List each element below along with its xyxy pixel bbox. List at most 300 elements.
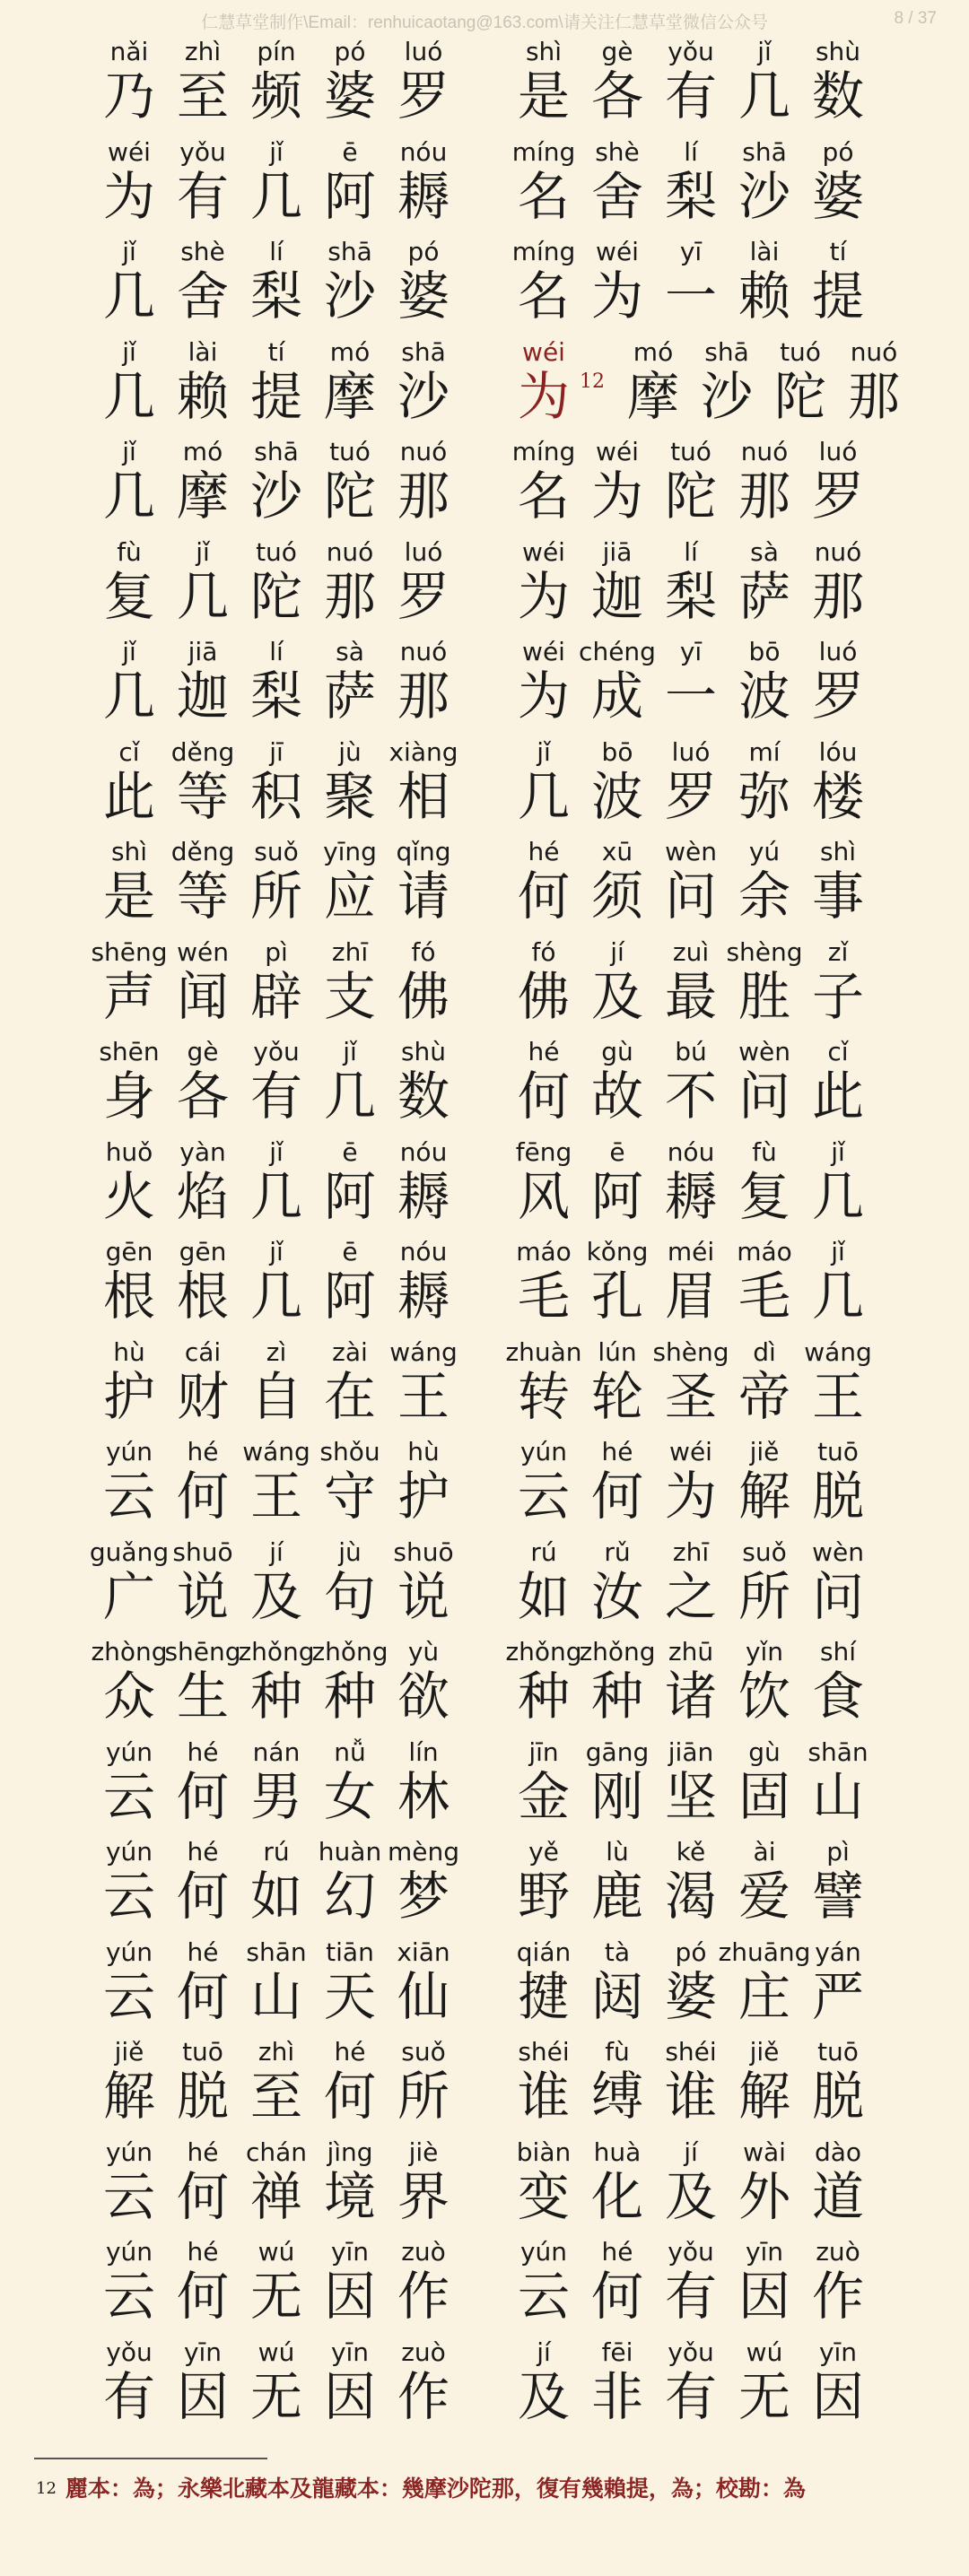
pinyin: jù bbox=[338, 1536, 362, 1567]
pinyin: děng bbox=[170, 736, 235, 767]
character-cell bbox=[804, 1138, 872, 1226]
footnote-divider bbox=[34, 2458, 267, 2459]
hanzi: 风 bbox=[517, 1165, 570, 1227]
hanzi: 聚 bbox=[323, 765, 376, 827]
hanzi: 此 bbox=[102, 765, 155, 827]
pinyin: lù bbox=[606, 1837, 629, 1867]
hanzi: 作 bbox=[397, 2365, 450, 2427]
character-cell bbox=[804, 138, 872, 226]
character-cell bbox=[804, 238, 872, 326]
hanzi: 有 bbox=[249, 1066, 302, 1127]
pinyin: shéi bbox=[518, 2037, 570, 2067]
pinyin: gè bbox=[187, 1037, 219, 1066]
hanzi: 婆 bbox=[397, 265, 450, 326]
pinyin: lí bbox=[684, 136, 698, 167]
pinyin: wèn bbox=[812, 1536, 864, 1567]
pinyin: cǐ bbox=[118, 736, 140, 767]
pinyin: yún bbox=[105, 1437, 153, 1466]
hanzi: 胜 bbox=[738, 965, 790, 1027]
pinyin: wèn bbox=[738, 1037, 790, 1066]
pinyin: rǔ bbox=[604, 1536, 631, 1567]
hanzi: 男 bbox=[249, 1765, 302, 1827]
pinyin: nán bbox=[252, 1736, 301, 1767]
hanzi: 脱 bbox=[811, 1466, 864, 1527]
pinyin: shè bbox=[180, 237, 225, 266]
hanzi: 那 bbox=[397, 466, 450, 527]
hanzi: 无 bbox=[738, 2365, 790, 2427]
hanzi: 须 bbox=[590, 866, 643, 927]
hanzi: 护 bbox=[397, 1466, 450, 1527]
pinyin: jiě bbox=[114, 2037, 144, 2067]
pinyin: ài bbox=[753, 1837, 776, 1867]
pinyin: yǒu bbox=[668, 2237, 714, 2267]
hanzi: 之 bbox=[664, 1565, 717, 1627]
hanzi: 所 bbox=[397, 2066, 450, 2127]
hanzi: 频 bbox=[249, 65, 302, 126]
hanzi: 山 bbox=[811, 1765, 864, 1827]
hanzi: 迦 bbox=[590, 565, 643, 627]
pinyin: nuó bbox=[740, 437, 789, 466]
pinyin: hé bbox=[187, 1437, 219, 1466]
footnote-number: 12 bbox=[36, 2479, 57, 2498]
pinyin: shā bbox=[704, 336, 749, 367]
hanzi: 如 bbox=[249, 1866, 302, 1927]
hanzi: 此 bbox=[811, 1066, 864, 1127]
pinyin: hé bbox=[187, 1736, 219, 1767]
pinyin: mó bbox=[329, 336, 371, 367]
pinyin: hé bbox=[187, 1837, 219, 1867]
pinyin: yù bbox=[407, 1637, 440, 1667]
character-cell bbox=[804, 1338, 872, 1426]
character-cell bbox=[804, 2238, 872, 2326]
hanzi: 生 bbox=[176, 1666, 229, 1727]
pinyin: yún bbox=[105, 1736, 153, 1767]
pinyin: pó bbox=[334, 37, 366, 66]
hanzi: 因 bbox=[811, 2365, 864, 2427]
character-cell bbox=[804, 2138, 872, 2226]
character-cell bbox=[389, 2338, 458, 2426]
pinyin: sà bbox=[750, 536, 779, 567]
pinyin: yī bbox=[679, 237, 703, 266]
pinyin: nuó bbox=[326, 536, 374, 567]
pinyin: máo bbox=[516, 1237, 572, 1266]
hanzi: 提 bbox=[249, 365, 302, 427]
pinyin: fēng bbox=[515, 1136, 572, 1167]
pinyin: pì bbox=[826, 1837, 850, 1867]
pinyin: zuò bbox=[401, 2237, 446, 2267]
hanzi: 眉 bbox=[664, 1266, 717, 1327]
pinyin: hù bbox=[407, 1437, 440, 1466]
hanzi: 几 bbox=[176, 565, 229, 627]
pinyin: xiān bbox=[397, 1936, 450, 1967]
pinyin: jiān bbox=[668, 1736, 714, 1767]
pinyin: zuì bbox=[672, 936, 710, 967]
hanzi: 如 bbox=[517, 1565, 570, 1627]
pinyin: ē bbox=[342, 1136, 358, 1167]
hanzi: 何 bbox=[176, 1765, 229, 1827]
pinyin: rú bbox=[263, 1837, 290, 1867]
pinyin: jìng bbox=[327, 2137, 373, 2167]
hanzi: 是 bbox=[517, 65, 570, 126]
hanzi: 陀 bbox=[323, 466, 376, 527]
pinyin: jiě bbox=[749, 2037, 780, 2067]
character-cell bbox=[804, 2038, 872, 2126]
pinyin: qián bbox=[516, 1936, 572, 1967]
pinyin: nǚ bbox=[334, 1736, 366, 1767]
hanzi: 坚 bbox=[664, 1765, 717, 1827]
character-cell bbox=[389, 1138, 458, 1226]
hanzi: 刚 bbox=[590, 1765, 643, 1827]
hanzi: 支 bbox=[323, 965, 376, 1027]
pinyin: shā bbox=[742, 136, 787, 167]
hanzi: 何 bbox=[517, 1066, 570, 1127]
hanzi: 欲 bbox=[397, 1666, 450, 1727]
hanzi: 无 bbox=[249, 2365, 302, 2427]
pinyin: shā bbox=[254, 437, 299, 466]
pinyin: gè bbox=[601, 37, 633, 66]
hanzi: 自 bbox=[249, 1365, 302, 1427]
hanzi: 种 bbox=[590, 1666, 643, 1727]
pinyin: shéi bbox=[665, 2037, 717, 2067]
pinyin: dì bbox=[753, 1336, 776, 1367]
character-cell bbox=[389, 1338, 458, 1426]
pinyin: ē bbox=[609, 1136, 625, 1167]
pinyin: yīn bbox=[745, 2237, 784, 2267]
pinyin: zuò bbox=[816, 2237, 860, 2267]
hanzi: 有 bbox=[664, 2365, 717, 2427]
pinyin: shān bbox=[246, 1936, 307, 1967]
character-cell bbox=[804, 938, 872, 1026]
hanzi: 波 bbox=[738, 666, 790, 727]
hanzi: 云 bbox=[102, 2266, 155, 2327]
hanzi: 根 bbox=[176, 1266, 229, 1327]
pinyin: tuó bbox=[780, 336, 821, 367]
pinyin: gù bbox=[601, 1037, 633, 1066]
character-cell bbox=[389, 1638, 458, 1726]
hanzi: 沙 bbox=[249, 466, 302, 527]
pinyin: fù bbox=[752, 1136, 777, 1167]
hanzi: 梨 bbox=[249, 666, 302, 727]
hanzi: 罗 bbox=[397, 565, 450, 627]
character-cell bbox=[389, 38, 458, 126]
hanzi: 摩 bbox=[176, 466, 229, 527]
pinyin: nǎi bbox=[109, 37, 149, 66]
character-cell bbox=[389, 1738, 458, 1826]
hanzi: 是 bbox=[102, 866, 155, 927]
pinyin: shí bbox=[819, 1637, 857, 1667]
pinyin: zhì bbox=[258, 2037, 295, 2067]
hanzi: 梨 bbox=[249, 265, 302, 326]
character-cell bbox=[804, 2338, 872, 2426]
hanzi: 种 bbox=[517, 1666, 570, 1727]
pinyin: chéng bbox=[579, 637, 656, 666]
pinyin: hé bbox=[187, 2237, 219, 2267]
pinyin: shì bbox=[110, 837, 148, 866]
hanzi: 舍 bbox=[590, 165, 643, 227]
hanzi: 最 bbox=[664, 965, 717, 1027]
character-cell bbox=[389, 138, 458, 226]
pinyin: hé bbox=[334, 2037, 366, 2067]
pinyin: gù bbox=[748, 1736, 781, 1767]
pinyin: lín bbox=[408, 1736, 439, 1767]
pinyin: mó bbox=[182, 437, 223, 466]
pinyin: dào bbox=[814, 2137, 862, 2167]
pinyin: yàn bbox=[179, 1136, 226, 1167]
hanzi: 众 bbox=[102, 1666, 155, 1727]
hanzi: 何 bbox=[517, 866, 570, 927]
character-cell bbox=[804, 1938, 872, 2026]
pinyin: jǐ bbox=[831, 1237, 845, 1266]
hanzi: 相 bbox=[397, 765, 450, 827]
pinyin: yún bbox=[105, 1837, 153, 1867]
hanzi: 缚 bbox=[590, 2066, 643, 2127]
hanzi: 至 bbox=[249, 2066, 302, 2127]
hanzi: 天 bbox=[323, 1965, 376, 2027]
hanzi: 那 bbox=[811, 565, 864, 627]
footnote-reference: 12 bbox=[580, 370, 605, 393]
hanzi: 及 bbox=[517, 2365, 570, 2427]
hanzi: 子 bbox=[811, 965, 864, 1027]
hanzi: 因 bbox=[738, 2266, 790, 2327]
character-cell bbox=[804, 38, 872, 126]
hanzi: 各 bbox=[176, 1066, 229, 1127]
hanzi: 等 bbox=[176, 866, 229, 927]
pinyin: yīng bbox=[323, 837, 377, 866]
hanzi: 婆 bbox=[323, 65, 376, 126]
hanzi: 何 bbox=[176, 2266, 229, 2327]
hanzi: 一 bbox=[664, 265, 717, 326]
hanzi: 禅 bbox=[249, 2165, 302, 2227]
pinyin: nuó bbox=[399, 637, 448, 666]
hanzi: 耨 bbox=[397, 1266, 450, 1327]
character-cell bbox=[510, 338, 578, 426]
hanzi: 提 bbox=[811, 265, 864, 326]
hanzi: 为 bbox=[664, 1466, 717, 1527]
hanzi: 何 bbox=[176, 2165, 229, 2227]
pinyin: wú bbox=[258, 2337, 295, 2367]
hanzi: 火 bbox=[102, 1165, 155, 1227]
pinyin: zì bbox=[266, 1336, 287, 1367]
pinyin: tuó bbox=[670, 437, 711, 466]
hanzi: 名 bbox=[517, 265, 570, 326]
hanzi: 根 bbox=[102, 1266, 155, 1327]
pinyin: wáng bbox=[242, 1437, 310, 1466]
hanzi: 广 bbox=[102, 1565, 155, 1627]
pinyin: wáng bbox=[389, 1336, 458, 1367]
pinyin: biàn bbox=[516, 2137, 572, 2167]
pinyin: yīn bbox=[330, 2237, 370, 2267]
hanzi: 有 bbox=[176, 165, 229, 227]
hanzi: 弥 bbox=[738, 765, 790, 827]
pinyin: gēn bbox=[179, 1237, 227, 1266]
pinyin: kě bbox=[676, 1837, 706, 1867]
pinyin: zhǒng bbox=[238, 1637, 315, 1667]
pinyin: yún bbox=[105, 2237, 153, 2267]
pinyin: zài bbox=[332, 1336, 368, 1367]
hanzi: 为 bbox=[590, 265, 643, 326]
pinyin: méi bbox=[667, 1237, 715, 1266]
character-cell bbox=[389, 438, 458, 526]
hanzi: 脱 bbox=[176, 2066, 229, 2127]
pinyin: nóu bbox=[667, 1136, 715, 1167]
hanzi: 罗 bbox=[811, 666, 864, 727]
hanzi: 各 bbox=[590, 65, 643, 126]
pinyin: cǐ bbox=[827, 1037, 849, 1066]
hanzi: 轮 bbox=[590, 1365, 643, 1427]
hanzi: 佛 bbox=[517, 965, 570, 1027]
pinyin: yīn bbox=[818, 2337, 858, 2367]
pinyin: jí bbox=[610, 936, 624, 967]
character-cell bbox=[804, 1638, 872, 1726]
hanzi: 耨 bbox=[397, 165, 450, 227]
hanzi: 梦 bbox=[397, 1866, 450, 1927]
hanzi: 焰 bbox=[176, 1165, 229, 1227]
hanzi: 问 bbox=[664, 866, 717, 927]
hanzi: 严 bbox=[811, 1965, 864, 2027]
pinyin: yún bbox=[519, 1437, 568, 1466]
hanzi: 为 bbox=[517, 365, 570, 427]
pinyin: zhuàn bbox=[505, 1336, 582, 1367]
hanzi: 几 bbox=[249, 1165, 302, 1227]
pinyin: guǎng bbox=[89, 1536, 170, 1567]
hanzi: 辟 bbox=[249, 965, 302, 1027]
hanzi: 云 bbox=[102, 1965, 155, 2027]
hanzi: 舍 bbox=[176, 265, 229, 326]
pinyin: hé bbox=[601, 2237, 633, 2267]
pinyin: yǒu bbox=[668, 2337, 714, 2367]
character-cell bbox=[389, 538, 458, 626]
pinyin: jǐ bbox=[269, 136, 284, 167]
hanzi: 种 bbox=[323, 1666, 376, 1727]
pinyin: míng bbox=[511, 437, 576, 466]
pinyin: zhǒng bbox=[505, 1637, 582, 1667]
hanzi: 余 bbox=[738, 866, 790, 927]
hanzi: 非 bbox=[590, 2365, 643, 2427]
hanzi: 至 bbox=[176, 65, 229, 126]
hanzi: 云 bbox=[102, 1466, 155, 1527]
hanzi: 陀 bbox=[249, 565, 302, 627]
pinyin: fù bbox=[117, 536, 142, 567]
hanzi: 事 bbox=[811, 866, 864, 927]
hanzi: 何 bbox=[590, 2266, 643, 2327]
hanzi: 及 bbox=[590, 965, 643, 1027]
hanzi: 作 bbox=[811, 2266, 864, 2327]
pinyin: hé bbox=[187, 1936, 219, 1967]
pinyin: wáng bbox=[804, 1336, 872, 1367]
pinyin: tiān bbox=[326, 1936, 374, 1967]
pinyin: shù bbox=[400, 1037, 447, 1066]
pinyin: shēng bbox=[91, 936, 168, 967]
hanzi: 梨 bbox=[664, 565, 717, 627]
pinyin: wài bbox=[743, 2137, 786, 2167]
hanzi: 楼 bbox=[811, 765, 864, 827]
hanzi: 及 bbox=[664, 2165, 717, 2227]
pinyin: děng bbox=[170, 837, 235, 866]
hanzi: 幻 bbox=[323, 1866, 376, 1927]
pinyin: yǒu bbox=[253, 1037, 300, 1066]
hanzi: 佛 bbox=[397, 965, 450, 1027]
hanzi: 不 bbox=[664, 1066, 717, 1127]
pinyin: tí bbox=[267, 336, 285, 367]
hanzi: 毛 bbox=[738, 1266, 790, 1327]
pinyin: shā bbox=[401, 336, 446, 367]
hanzi: 故 bbox=[590, 1066, 643, 1127]
hanzi: 声 bbox=[102, 965, 155, 1027]
hanzi: 萨 bbox=[323, 666, 376, 727]
hanzi: 财 bbox=[176, 1365, 229, 1427]
hanzi: 数 bbox=[811, 65, 864, 126]
hanzi: 几 bbox=[738, 65, 790, 126]
pinyin: wéi bbox=[596, 237, 639, 266]
pinyin: shuō bbox=[393, 1536, 454, 1567]
hanzi: 揵 bbox=[517, 1965, 570, 2027]
hanzi: 积 bbox=[249, 765, 302, 827]
pinyin: jǐ bbox=[122, 437, 136, 466]
pinyin: jǐ bbox=[122, 637, 136, 666]
pinyin: shēng bbox=[164, 1637, 241, 1667]
hanzi: 为 bbox=[517, 565, 570, 627]
footnote bbox=[36, 2470, 942, 2508]
pinyin: yǒu bbox=[179, 136, 226, 167]
pinyin: suǒ bbox=[254, 837, 299, 866]
pinyin: wèn bbox=[665, 837, 717, 866]
character-cell bbox=[389, 238, 458, 326]
pinyin: suǒ bbox=[401, 2037, 446, 2067]
hanzi: 所 bbox=[738, 1565, 790, 1627]
pinyin: jǐ bbox=[757, 37, 772, 66]
hanzi: 林 bbox=[397, 1765, 450, 1827]
hanzi: 作 bbox=[397, 2266, 450, 2327]
hanzi: 成 bbox=[590, 666, 643, 727]
pinyin: yǒu bbox=[668, 37, 714, 66]
header-title: 仁慧草堂制作\Email：renhuicaotang@163.com\请关注仁慧草堂微信公众号 bbox=[201, 13, 768, 32]
hanzi: 山 bbox=[249, 1965, 302, 2027]
character-cell bbox=[389, 338, 458, 426]
pinyin: luó bbox=[818, 437, 858, 466]
pinyin: tí bbox=[829, 237, 847, 266]
hanzi: 饮 bbox=[738, 1666, 790, 1727]
pinyin: shǒu bbox=[319, 1437, 380, 1466]
pinyin: nóu bbox=[399, 1136, 448, 1167]
pinyin: zuò bbox=[401, 2337, 446, 2367]
hanzi: 种 bbox=[249, 1666, 302, 1727]
character-cell bbox=[389, 2038, 458, 2126]
hanzi: 几 bbox=[811, 1165, 864, 1227]
hanzi: 譬 bbox=[811, 1866, 864, 1927]
hanzi: 野 bbox=[517, 1866, 570, 1927]
pinyin: huà bbox=[593, 2137, 642, 2167]
pinyin: máo bbox=[737, 1237, 792, 1266]
pinyin: nuó bbox=[850, 336, 898, 367]
hanzi: 那 bbox=[847, 365, 900, 427]
hanzi: 境 bbox=[323, 2165, 376, 2227]
hanzi: 几 bbox=[102, 466, 155, 527]
hanzi: 脱 bbox=[811, 2066, 864, 2127]
pinyin: jǐ bbox=[831, 1136, 845, 1167]
pinyin: shuō bbox=[172, 1536, 233, 1567]
hanzi: 因 bbox=[323, 2266, 376, 2327]
hanzi: 婆 bbox=[664, 1965, 717, 2027]
pinyin: pó bbox=[675, 1936, 707, 1967]
hanzi: 沙 bbox=[700, 365, 753, 427]
pinyin: zǐ bbox=[827, 936, 849, 967]
character-cell bbox=[804, 438, 872, 526]
pinyin: yú bbox=[748, 837, 781, 866]
pinyin: fó bbox=[411, 936, 436, 967]
pinyin: zhī bbox=[672, 1536, 710, 1567]
pinyin: shèng bbox=[652, 1336, 729, 1367]
pinyin: nuó bbox=[814, 536, 862, 567]
